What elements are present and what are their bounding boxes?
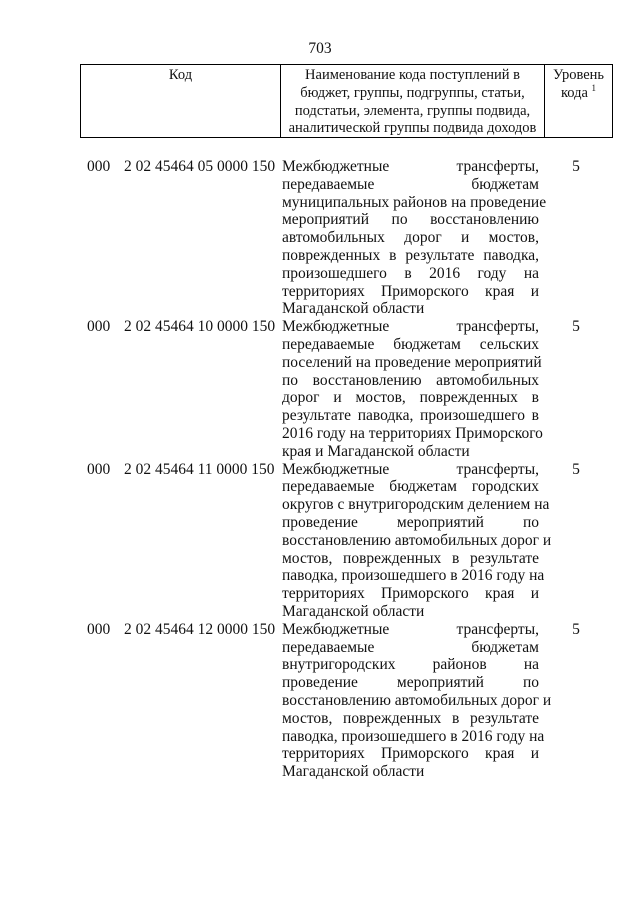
row-name	[282, 318, 543, 460]
row-name-line: паводка, произошедшего в 2016 году на	[282, 567, 545, 585]
row-code: 2 02 45464 11 0000 150	[124, 460, 275, 478]
header-name-line: подстатьи, элемента, группы подвида,	[294, 102, 531, 119]
row-name	[282, 620, 552, 781]
row-name-line: передаваемые бюджетам	[282, 175, 539, 193]
row-name-line: дорог и мостов, поврежденных в	[282, 389, 539, 407]
row-name-line: передаваемые бюджетам сельских	[282, 335, 539, 353]
page-number: 703	[308, 40, 332, 57]
row-name-line: поселений на проведение мероприятий	[282, 353, 542, 371]
row-level: 5	[572, 620, 580, 638]
row-group-code: 000	[87, 318, 111, 336]
row-name-line: муниципальных районов на проведение	[282, 193, 547, 211]
row-name-line: передаваемые бюджетам городских	[282, 478, 539, 496]
row-group-code: 000	[87, 620, 111, 638]
table-row	[0, 158, 640, 318]
header-name-line: Наименование кода поступлений в	[305, 67, 520, 83]
table-row	[0, 318, 640, 460]
row-name-line: поврежденных в результате паводка,	[282, 246, 539, 264]
row-name-line: внутригородских районов на	[282, 656, 539, 674]
row-name-line: территориях Приморского края и	[282, 745, 539, 763]
footnote-marker: 1	[591, 82, 597, 93]
row-name-line: восстановлению автомобильных дорог и	[282, 691, 552, 709]
row-name-line: мостов, поврежденных в результате	[282, 709, 539, 727]
row-name-line: восстановлению автомобильных дорог и	[282, 531, 552, 549]
row-name-line: результате паводка, произошедшего в	[282, 407, 539, 425]
row-name-line: мостов, поврежденных в результате	[282, 549, 539, 567]
row-name-line: автомобильных дорог и мостов,	[282, 229, 539, 247]
header-level	[545, 65, 612, 137]
row-name-line: территориях Приморского края и	[282, 585, 539, 603]
row-name	[282, 158, 547, 318]
row-name-line: 2016 году на территориях Приморского	[282, 424, 543, 442]
header-name-line: бюджет, группы, подгруппы, статьи,	[300, 84, 525, 101]
row-name-line: паводка, произошедшего в 2016 году на	[282, 727, 545, 745]
row-name	[282, 460, 552, 621]
header-name-line: аналитической группы подвида доходов	[288, 120, 537, 137]
row-level: 5	[572, 318, 580, 336]
header-code: Код	[81, 65, 281, 137]
row-name-line: Магаданской области	[282, 763, 425, 781]
row-name-line: Магаданской области	[282, 602, 425, 620]
table-row	[0, 621, 640, 781]
row-code: 2 02 45464 12 0000 150	[124, 620, 276, 638]
table-body	[0, 158, 640, 781]
row-name-line: территориях Приморского края и	[282, 282, 539, 300]
row-group-code: 000	[87, 158, 111, 175]
row-name-line: Магаданской области	[282, 300, 425, 318]
row-name-line: проведение мероприятий по	[282, 513, 539, 531]
row-name-line: передаваемые бюджетам	[282, 638, 539, 656]
table-row	[0, 461, 640, 621]
row-name-line: по восстановлению автомобильных	[282, 371, 539, 389]
table-header	[80, 64, 613, 138]
row-name-line: округов с внутригородским делением на	[282, 496, 550, 514]
row-name-line: Межбюджетные трансферты,	[282, 460, 539, 478]
row-group-code: 000	[87, 460, 111, 478]
row-name-line: Межбюджетные трансферты,	[282, 158, 539, 175]
row-name-line: проведение мероприятий по	[282, 674, 539, 692]
row-name-line: Межбюджетные трансферты,	[282, 318, 539, 336]
row-name-line: Межбюджетные трансферты,	[282, 620, 539, 638]
row-name-line: края и Магаданской области	[282, 442, 470, 460]
row-name-line: мероприятий по восстановлению	[282, 211, 539, 229]
row-code: 2 02 45464 10 0000 150	[124, 318, 276, 336]
row-level: 5	[572, 460, 580, 478]
row-level: 5	[572, 158, 580, 175]
header-level-line	[545, 82, 612, 103]
header-name	[281, 65, 545, 137]
header-level-line: Уровень	[552, 67, 605, 83]
row-code: 2 02 45464 05 0000 150	[124, 158, 276, 175]
header-level-word: кода	[560, 84, 588, 101]
row-name-line: произошедшего в 2016 году на	[282, 264, 539, 282]
